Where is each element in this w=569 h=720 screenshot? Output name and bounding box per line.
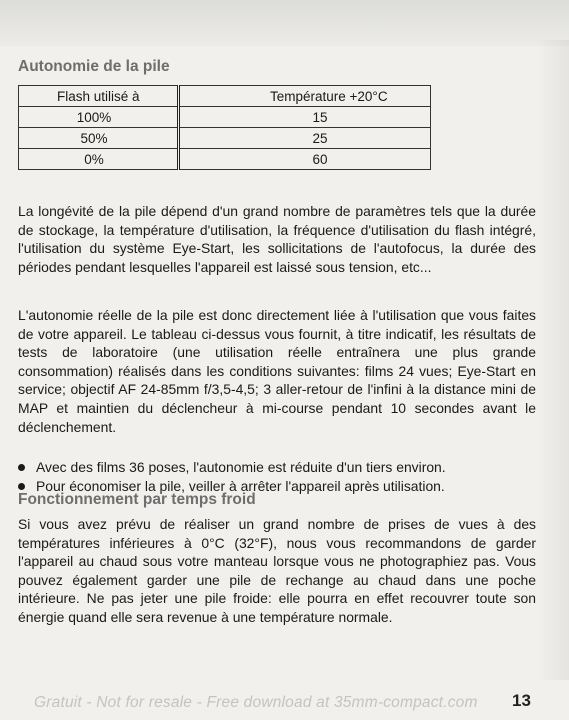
paragraph-cold-weather: Si vous avez prévu de réaliser un grand nombre de prises de vues à des températures inférieures à 0°C (32°F), nous vous recommandons de garder l'appareil au chaud sous votre manteau lorsque vous ne photographiez pas. Vous pouvez également garder une pile de rechange au chaud dans une poche intérieure. Ne pas jeter une pile froide: elle pourra en effet recouvrer toute son énergie quand elle sera revenue à une température normale.	[18, 516, 536, 625]
list-item-text: Avec des films 36 poses, l'autonomie est réduite d'un tiers environ.	[36, 459, 446, 475]
table-row	[19, 149, 431, 170]
bullet-icon	[18, 483, 25, 490]
bullet-icon	[18, 464, 25, 471]
table-cell-flash: 100%	[19, 107, 179, 128]
top-shadow-band	[0, 0, 569, 46]
list-item-text: Pour économiser la pile, veiller à arrêter l'appareil après utilisation.	[36, 477, 445, 494]
paragraph-battery-longevity: La longévité de la pile dépend d'un grand nombre de paramètres tels que la durée de stockage, la température d'utilisation, la fréquence d'utilisation du flash intégré, l'utilisation du système Eye-Start, les sollicitations de l'autofocus, la durée des périodes pendant lesquelles l'appareil est laissé sous tension, etc...	[18, 203, 536, 275]
table-cell-rolls: 60	[179, 149, 431, 170]
table-row	[19, 107, 431, 128]
battery-life-table	[18, 85, 431, 170]
table-header-flash: Flash utilisé à	[19, 86, 179, 107]
list-item	[18, 458, 536, 477]
paragraph-battery-autonomy: L'autonomie réelle de la pile est donc directement liée à l'utilisation que vous faites de votre appareil. Le tableau ci-dessus vous fournit, à titre indicatif, les résultats de tests de laboratoire (une utilisation réelle entraînera une plus grande consommation) réalisés dans les conditions suivantes: films 24 vues; Eye-Start en service; objectif AF 24-85mm f/3,5-4,5; 3 aller-retour de l'infini à la distance mini de MAP et maintien du déclencheur à mi-course pendant 10 secondes avant le déclenchement.	[18, 307, 536, 435]
page-edge-shadow	[537, 40, 569, 680]
table-cell-rolls: 25	[179, 128, 431, 149]
table-row	[19, 128, 431, 149]
section-heading-battery-life: Autonomie de la pile	[18, 58, 170, 75]
section-heading-cold-weather: Fonctionnement par temps froid	[18, 491, 256, 508]
table-cell-flash: 0%	[19, 149, 179, 170]
table-header-row	[19, 86, 431, 107]
footer-watermark: Gratuit - Not for resale - Free download at 35mm-compact.com	[34, 694, 478, 711]
page-number: 13	[512, 691, 531, 710]
table-cell-flash: 50%	[19, 128, 179, 149]
table-cell-rolls: 15	[179, 107, 431, 128]
tips-list	[18, 458, 536, 495]
table-header-temperature: Température +20°C	[179, 86, 431, 107]
